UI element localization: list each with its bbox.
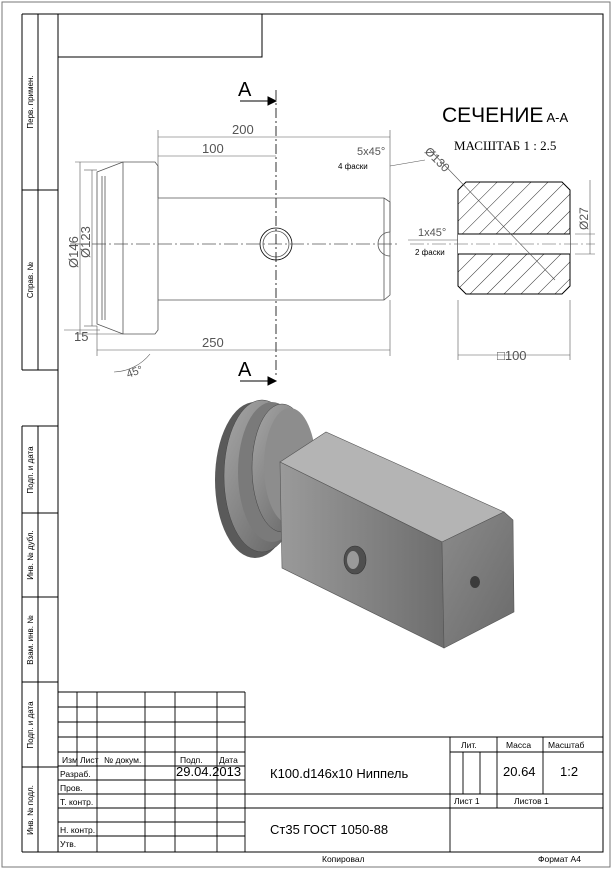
- section-scale: МАСШТАБ 1 : 2.5: [454, 138, 557, 153]
- tb-mass-value: 20.64: [503, 764, 536, 779]
- stamp-inv-dubl: Инв. № дубл.: [26, 530, 35, 580]
- tb-material: Ст35 ГОСТ 1050-88: [270, 822, 389, 837]
- dim-square-100: □100: [497, 348, 527, 363]
- section-title: СЕЧЕНИЕ А-А: [442, 104, 569, 127]
- stamp-vzam-inv: Взам. инв. №: [26, 615, 35, 665]
- stamp-inv-podl: Инв. № подл.: [26, 785, 35, 835]
- dim-chamfer-1x45-note: 2 фаски: [415, 248, 445, 257]
- front-dimensions: [64, 130, 425, 372]
- tb-format: Формат А4: [538, 854, 581, 864]
- tb-header-izm: Изм: [62, 755, 78, 765]
- tb-scale-label: Масштаб: [548, 740, 585, 750]
- dim-dia-146: Ø146: [66, 236, 81, 268]
- isometric-view: [215, 400, 514, 648]
- stamp-podp-data-2: Подп. и дата: [26, 701, 35, 749]
- tb-scale-value: 1:2: [560, 764, 579, 779]
- dim-chamfer-5x45: 5x45°: [357, 146, 386, 158]
- dim-dia-27: Ø27: [577, 207, 591, 230]
- tb-lit-label: Лит.: [461, 740, 477, 750]
- tb-designation: К100.d146x10 Ниппель: [270, 766, 409, 781]
- dim-dia-123: Ø123: [78, 226, 93, 258]
- top-left-box: [58, 14, 262, 57]
- tb-sheets: Листов 1: [514, 796, 549, 806]
- dim-dia-130: Ø130: [421, 144, 453, 175]
- tb-header-doc-no: № докум.: [104, 755, 142, 765]
- tb-role-utv: Утв.: [60, 839, 77, 849]
- dim-200: 200: [232, 122, 254, 137]
- tb-role-razrab: Разраб.: [60, 769, 91, 779]
- tb-header-podp: Подп.: [180, 755, 203, 765]
- tb-header-list: Лист: [80, 755, 99, 765]
- tb-date: 29.04.2013: [176, 764, 242, 779]
- dim-15: 15: [74, 329, 89, 344]
- tb-role-prov: Пров.: [60, 783, 83, 793]
- dim-angle-45: 45°: [124, 363, 145, 381]
- dim-250: 250: [202, 335, 224, 350]
- dim-chamfer-1x45: 1x45°: [418, 227, 447, 239]
- section-marker-bottom: A: [238, 359, 252, 381]
- stamp-sprav-no: Справ. №: [26, 261, 35, 299]
- tb-header-data: Дата: [219, 755, 238, 765]
- dim-100: 100: [202, 141, 224, 156]
- tb-role-t-kontr: Т. контр.: [60, 797, 94, 807]
- stamp-perv-primen: Перв. примен.: [26, 75, 35, 129]
- dim-chamfer-5x45-note: 4 фаски: [338, 162, 368, 171]
- tb-copied: Копировал: [322, 854, 365, 864]
- section-markers: [240, 97, 276, 385]
- stamp-podp-data-1: Подп. и дата: [26, 446, 35, 494]
- tb-sheet: Лист 1: [454, 796, 480, 806]
- tb-mass-label: Масса: [506, 740, 532, 750]
- tb-role-n-kontr: Н. контр.: [60, 825, 96, 835]
- section-marker-top: A: [238, 79, 252, 101]
